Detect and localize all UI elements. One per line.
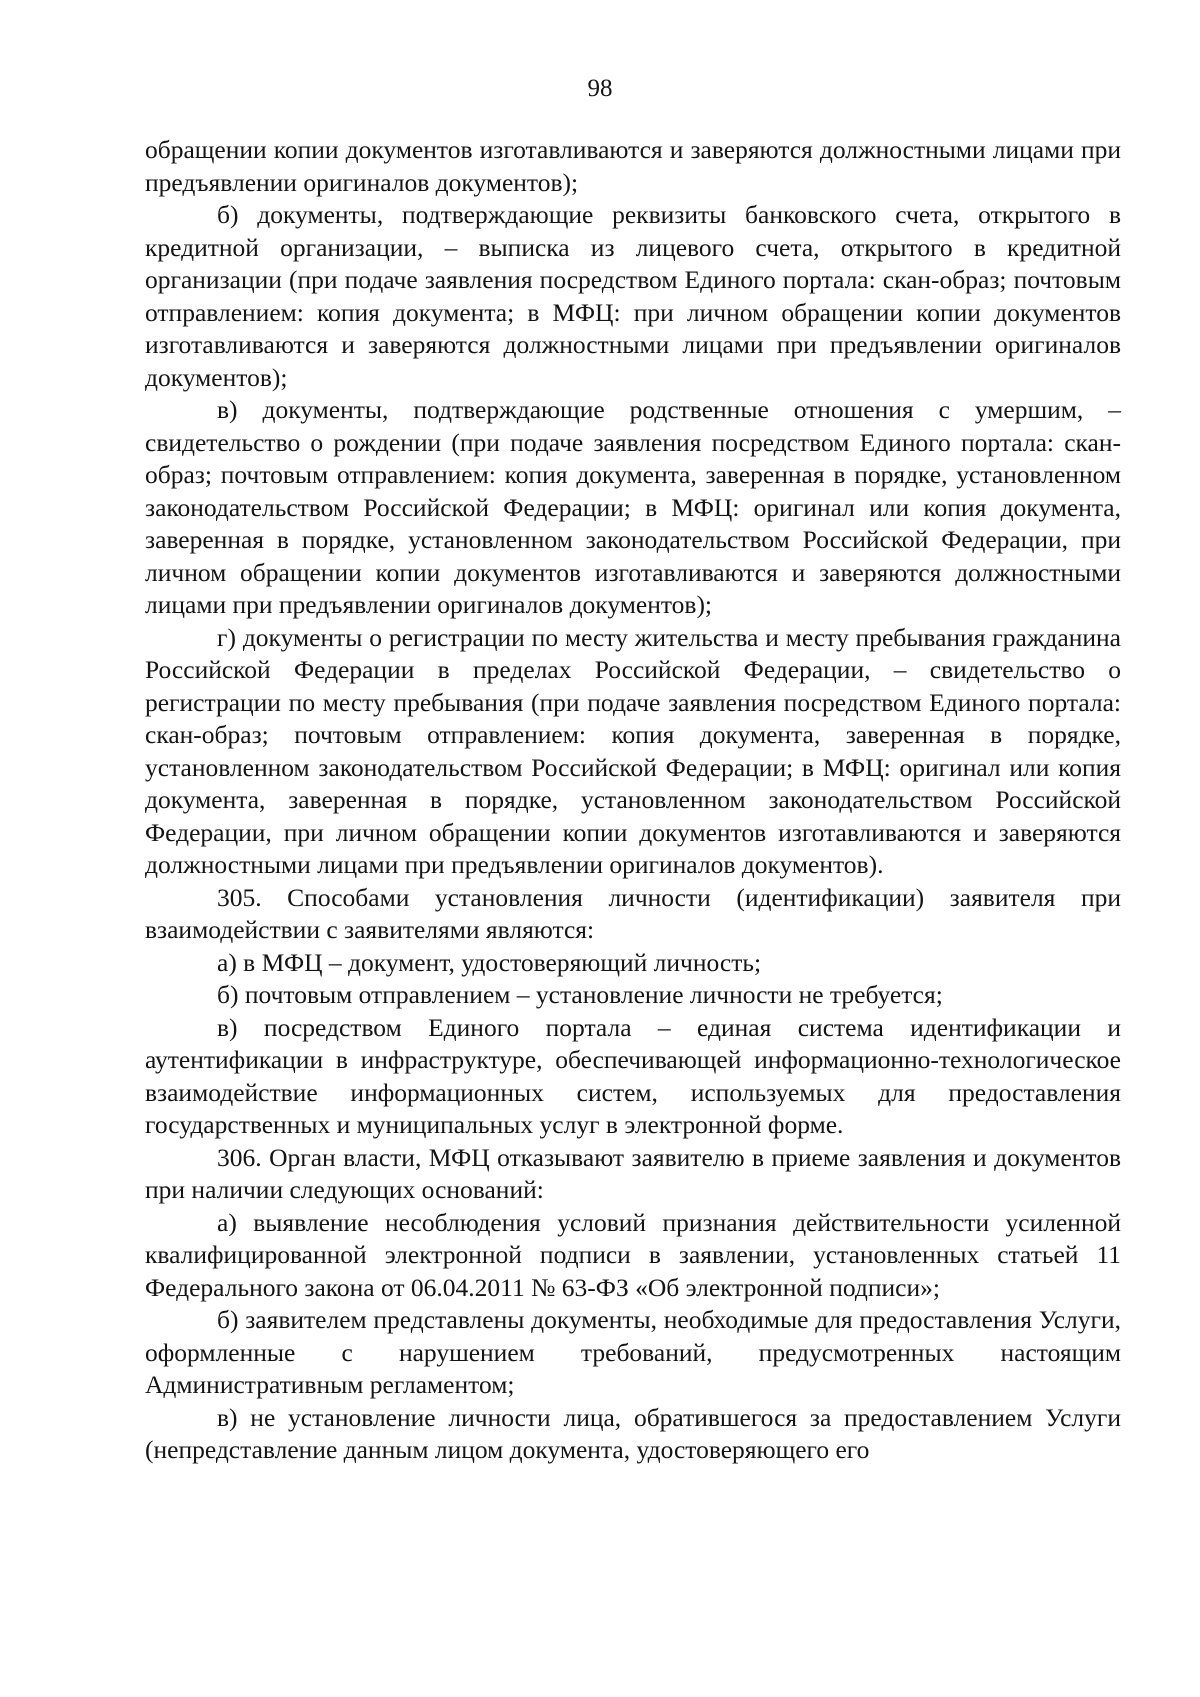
- paragraph-kinship-docs: в) документы, подтверждающие родственные отношения с умершим, – свидетельство о рождении (при подаче заявления посредством Единого портала: скан-образ; почтовым отправлением: копия документа, заверенная в порядке, установленном законодательством Российской Федерации; в МФЦ: оригинал или копия документа, заверенная в порядке, установленном законодательством Российской Федерации, при личном обращении копии документов изготавливаются и заверяются должностными лицами при предъявлении оригиналов документов);: [145, 395, 1121, 619]
- paragraph-continuation: обращении копии документов изготавливаются и заверяются должностными лицами при предъявлении оригиналов документов);: [145, 135, 1121, 197]
- paragraph-306-b: б) заявителем представлены документы, необходимые для предоставления Услуги, оформленные с нарушением требований, предусмотренных настоящим Административным регламентом;: [145, 1305, 1121, 1399]
- paragraph-306-c: в) не установление личности лица, обратившегося за предоставлением Услуги (непредставление данным лицом документа, удостоверяющего его: [145, 1402, 1121, 1464]
- paragraph-305-identification: 305. Способами установления личности (идентификации) заявителя при взаимодействии с заявителями являются:: [145, 882, 1121, 944]
- paragraph-bank-account-docs: б) документы, подтверждающие реквизиты банковского счета, открытого в кредитной организации, – выписка из лицевого счета, открытого в кредитной организации (при подаче заявления посредством Единого портала: скан-образ; почтовым отправлением: копия документа; в МФЦ: при личном обращении копии документов изготавливаются и заверяются должностными лицами при предъявлении оригиналов документов);: [145, 200, 1121, 392]
- paragraph-registration-docs: г) документы о регистрации по месту жительства и месту пребывания гражданина Российской Федерации в пределах Российской Федерации, – свидетельство о регистрации по месту пребывания (при подаче заявления посредством Единого портала: скан-образ; почтовым отправлением: копия документа, заверенная в порядке, установленном законодательством Российской Федерации; в МФЦ: оригинал или копия документа, заверенная в порядке, установленном законодательством Российской Федерации, при личном обращении копии документов изготавливаются и заверяются должностными лицами при предъявлении оригиналов документов).: [145, 622, 1121, 879]
- page-number: 98: [587, 75, 613, 102]
- paragraph-306-refusal: 306. Орган власти, МФЦ отказывают заявителю в приеме заявления и документов при наличии следующих оснований:: [145, 1142, 1121, 1204]
- document-body: [145, 134, 1121, 1467]
- paragraph-305-b: б) почтовым отправлением – установление личности не требуется;: [217, 980, 943, 1009]
- paragraph-305-c: в) посредством Единого портала – единая система идентификации и аутентификации в инфраструктуре, обеспечивающей информационно-технологическое взаимодействие информационных систем, используемых для предоставления государственных и муниципальных услуг в электронной форме.: [145, 1012, 1121, 1139]
- paragraph-306-a: а) выявление несоблюдения условий признания действительности усиленной квалифицированной электронной подписи в заявлении, установленных статьей 11 Федерального закона от 06.04.2011 № 63-ФЗ «Об электронной подписи»;: [145, 1207, 1121, 1302]
- paragraph-305-a: а) в МФЦ – документ, удостоверяющий личность;: [217, 947, 762, 977]
